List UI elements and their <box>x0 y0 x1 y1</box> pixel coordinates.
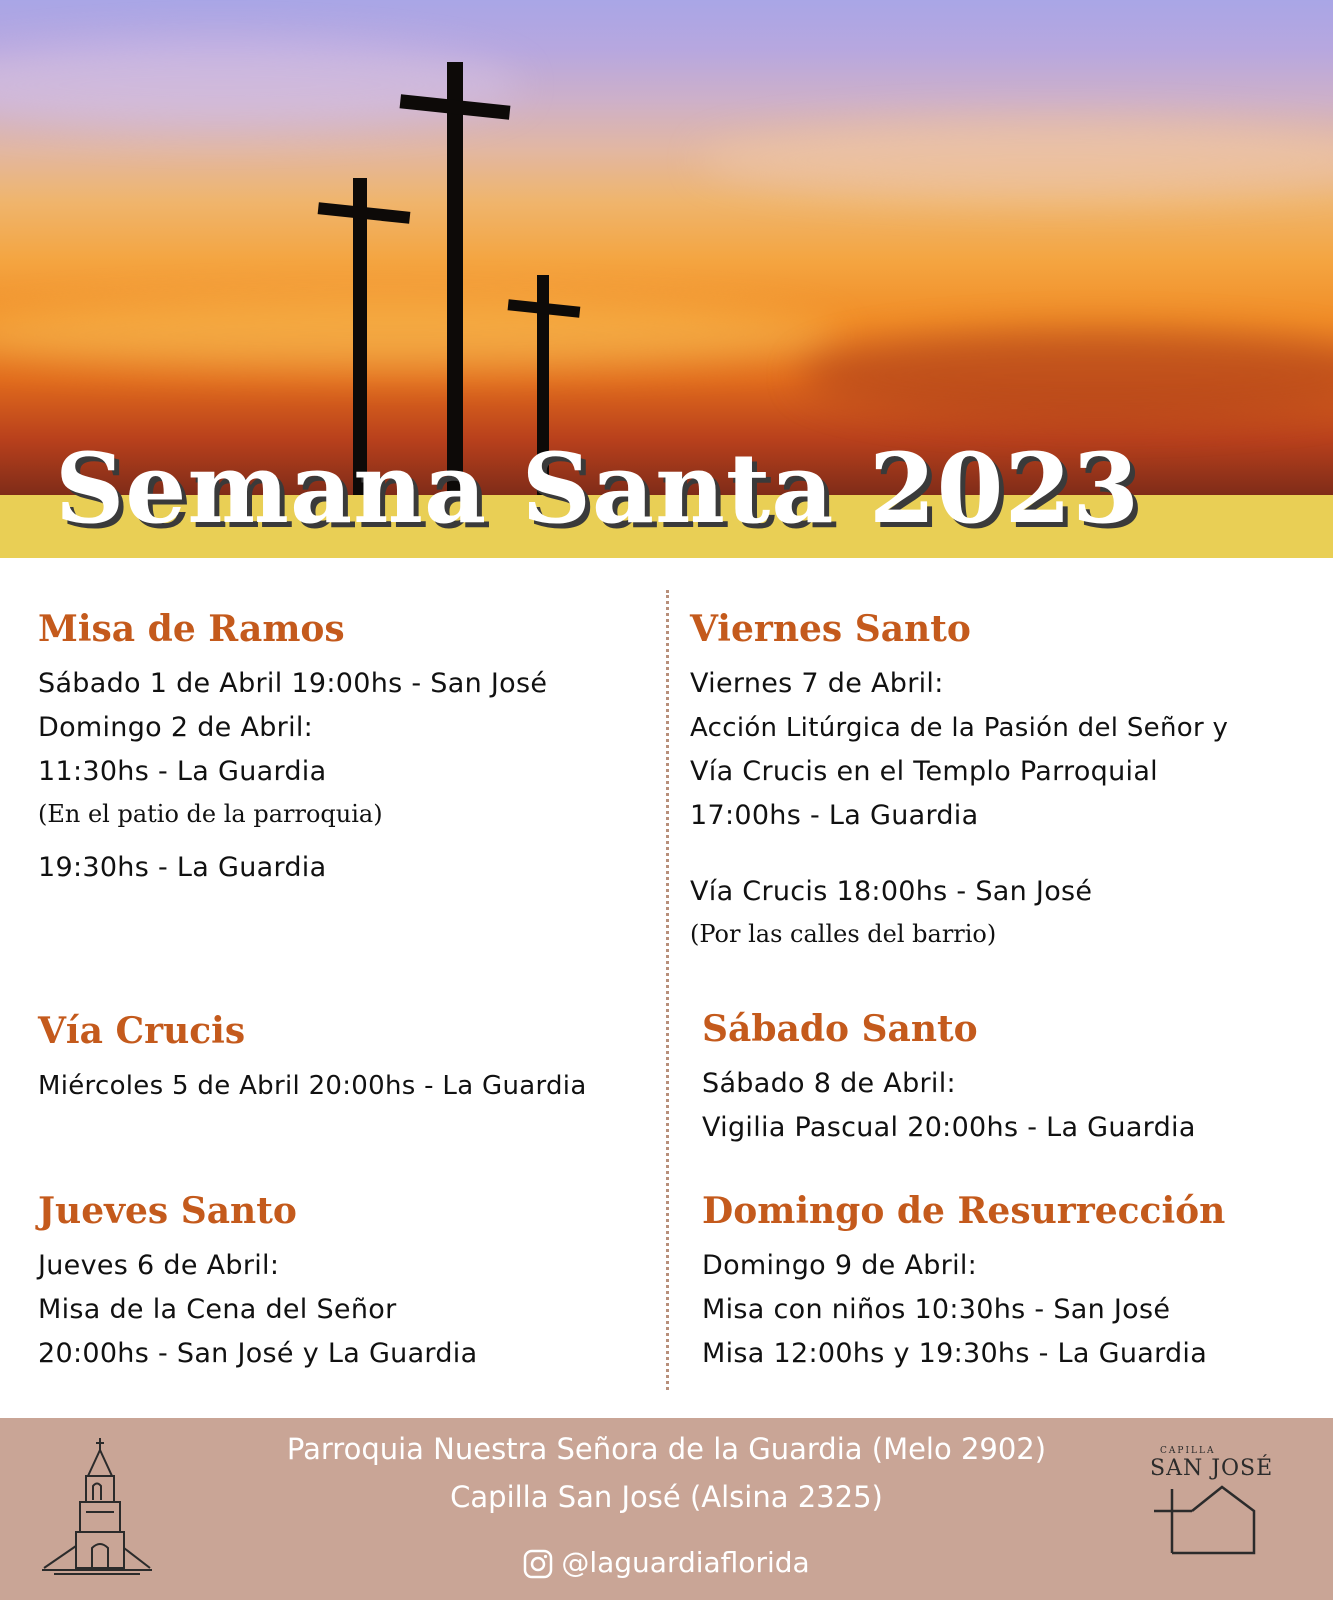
schedule-line: Domingo 9 de Abril: <box>702 1250 978 1281</box>
section-title: Sábado Santo <box>702 1008 978 1050</box>
schedule-line: Vigilia Pascual 20:00hs - La Guardia <box>702 1112 1196 1143</box>
logo-big-text: SAN JOSÉ <box>1150 1456 1274 1481</box>
schedule-line: Acción Litúrgica de la Pasión del Señor y <box>690 713 1229 743</box>
house-cross-icon <box>1150 1481 1260 1559</box>
instagram-icon <box>523 1549 553 1579</box>
schedule-line: 20:00hs - San José y La Guardia <box>38 1338 478 1369</box>
schedule-line: Sábado 1 de Abril 19:00hs - San José <box>38 668 548 699</box>
section-title: Vía Crucis <box>38 1010 246 1052</box>
section-title: Jueves Santo <box>38 1190 297 1232</box>
crosses-icon <box>0 0 1333 500</box>
schedule-line: Viernes 7 de Abril: <box>690 668 944 699</box>
section-misa-de-ramos <box>38 608 547 890</box>
schedule-line: Vía Crucis en el Templo Parroquial <box>690 756 1158 787</box>
chapel-address: Capilla San José (Alsina 2325) <box>450 1480 883 1514</box>
section-domingo-resurreccion <box>702 1190 1225 1376</box>
san-jose-logo <box>1150 1446 1280 1563</box>
instagram-handle-text: @laguardiaflorida <box>561 1546 810 1579</box>
section-title: Domingo de Resurrección <box>702 1190 1226 1232</box>
schedule-line: Jueves 6 de Abril: <box>38 1250 280 1281</box>
schedule-note: (Por las calles del barrio) <box>690 920 997 948</box>
instagram-handle[interactable] <box>0 1546 1333 1579</box>
parish-address: Parroquia Nuestra Señora de la Guardia (Melo 2902) <box>286 1432 1047 1466</box>
logo-small-text: CAPILLA <box>1160 1446 1216 1456</box>
column-divider <box>666 590 669 1390</box>
schedule-line: 19:30hs - La Guardia <box>38 852 327 883</box>
schedule-line: Misa 12:00hs y 19:30hs - La Guardia <box>702 1338 1208 1369</box>
schedule-line: Vía Crucis 18:00hs - San José <box>690 876 1093 907</box>
section-sabado-santo <box>702 1008 1196 1150</box>
section-viernes-santo <box>690 608 1228 954</box>
page-title: Semana Santa 2023 <box>54 432 1141 545</box>
schedule-line: Miércoles 5 de Abril 20:00hs - La Guardia <box>38 1071 587 1101</box>
schedule-line: 17:00hs - La Guardia <box>690 800 979 831</box>
schedule-note: (En el patio de la parroquia) <box>38 800 383 828</box>
section-title: Viernes Santo <box>690 608 971 650</box>
hero-image <box>0 0 1333 500</box>
schedule-line: Sábado 8 de Abril: <box>702 1068 956 1099</box>
schedule-line: Misa de la Cena del Señor <box>38 1294 397 1325</box>
section-via-crucis <box>38 1010 587 1108</box>
schedule-line: Misa con niños 10:30hs - San José <box>702 1294 1171 1325</box>
footer <box>0 1418 1333 1600</box>
section-title: Misa de Ramos <box>38 608 345 650</box>
section-jueves-santo <box>38 1190 477 1376</box>
schedule-line: 11:30hs - La Guardia <box>38 756 327 787</box>
schedule-line: Domingo 2 de Abril: <box>38 712 314 743</box>
